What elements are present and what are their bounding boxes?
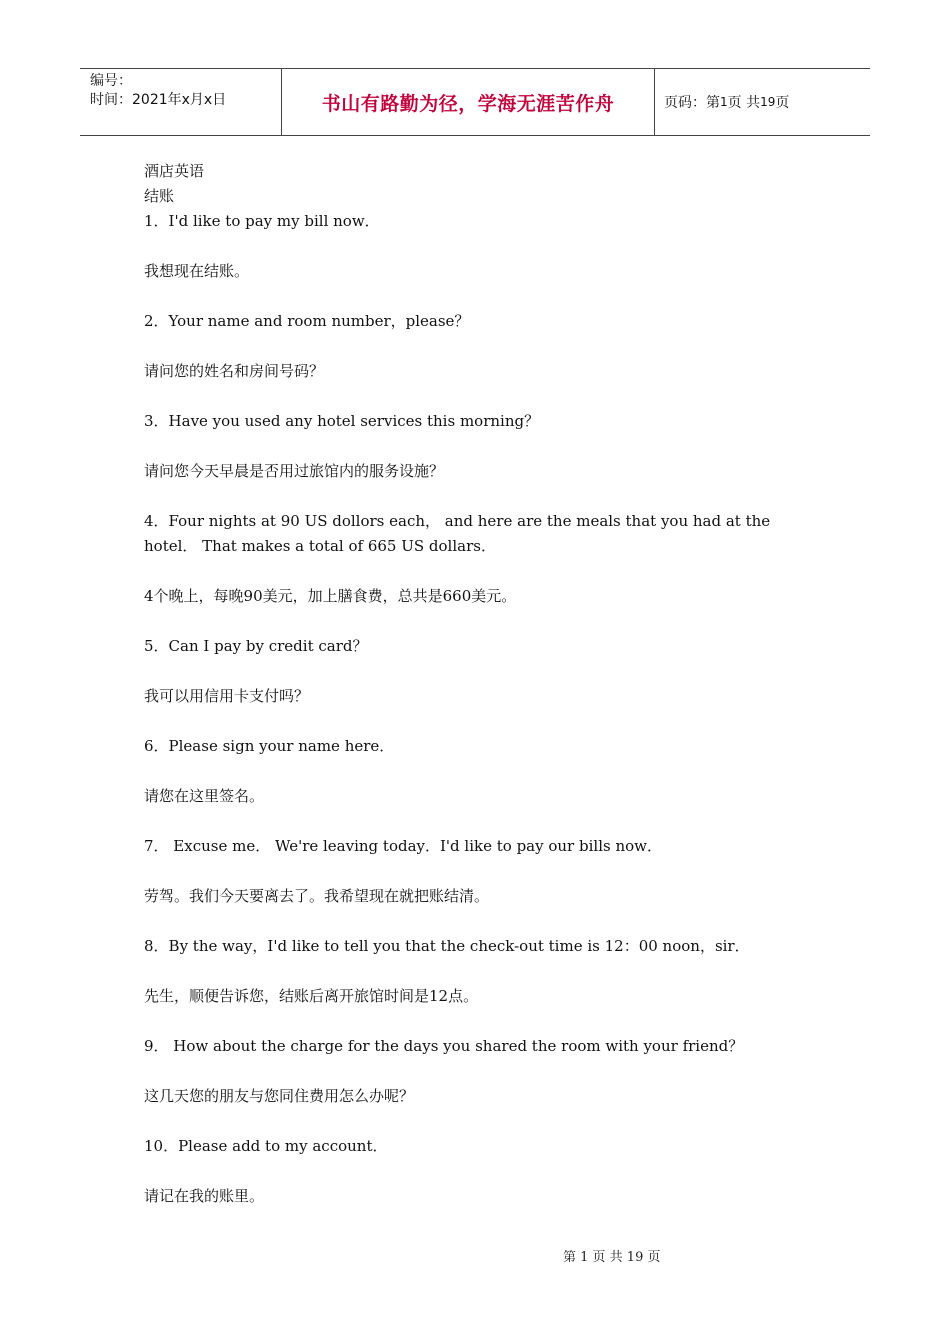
- header-motto: 书山有路勤为径，学海无涯苦作舟: [281, 69, 655, 135]
- line-3-zh: 请问您今天早晨是否用过旅馆内的服务设施？: [144, 462, 445, 480]
- line-6-en: 6．Please sign your name here．: [144, 737, 395, 755]
- line-1-zh: 我想现在结账。: [144, 262, 250, 280]
- line-8-zh: 先生，顺便告诉您，结账后离开旅馆时间是12点。: [144, 987, 479, 1005]
- page-suffix: 页: [775, 95, 790, 111]
- line-7-en: 7． Excuse me． We're leaving today．I'd like to pay our bills now．: [144, 837, 662, 855]
- line-5-en: 5．Can I pay by credit card？: [144, 637, 368, 655]
- page-prefix: 页码：第: [664, 95, 720, 111]
- line-4-zh: 4个晚上，每晚90美元，加上膳食费，总共是660美元。: [144, 587, 517, 605]
- page-footer: 第 1 页 共 19 页: [563, 1250, 661, 1265]
- line-4-en: 4．Four nights at 90 US dollors each， and here are the meals that you had at the hotel． That makes a total of 665 US dollars．: [144, 512, 771, 555]
- line-3-en: 3．Have you used any hotel services this morning？: [144, 412, 540, 430]
- page-header: [80, 68, 870, 136]
- line-1-en: 1．I'd like to pay my bill now．: [144, 212, 380, 230]
- page-mid: 页 共: [727, 95, 761, 111]
- line-5-zh: 我可以用信用卡支付吗？: [144, 687, 310, 705]
- line-10-en: 10．Please add to my account．: [144, 1137, 388, 1155]
- doc-title: 酒店英语: [144, 162, 205, 180]
- doc-subtitle: 结账: [144, 187, 175, 205]
- document-body: [144, 159, 814, 1234]
- time-label: 时间：2021年x月x日: [90, 92, 227, 108]
- line-6-zh: 请您在这里签名。: [144, 787, 265, 805]
- page-number: 1: [720, 95, 728, 109]
- page-total: 19: [760, 95, 776, 109]
- line-9-zh: 这几天您的朋友与您同住费用怎么办呢？: [144, 1087, 415, 1105]
- line-2-zh: 请问您的姓名和房间号码？: [144, 362, 325, 380]
- line-2-en: 2．Your name and room number，please？: [144, 312, 470, 330]
- line-8-en: 8．By the way，I'd like to tell you that the check-out time is 12：00 noon，sir．: [144, 937, 750, 955]
- header-page-info: [655, 69, 870, 135]
- header-meta: [80, 69, 281, 135]
- code-label: 编号：: [90, 73, 132, 89]
- line-10-zh: 请记在我的账里。: [144, 1187, 265, 1205]
- line-9-en: 9． How about the charge for the days you shared the room with your friend？: [144, 1037, 744, 1055]
- line-7-zh: 劳驾。我们今天要离去了。我希望现在就把账结清。: [144, 887, 490, 905]
